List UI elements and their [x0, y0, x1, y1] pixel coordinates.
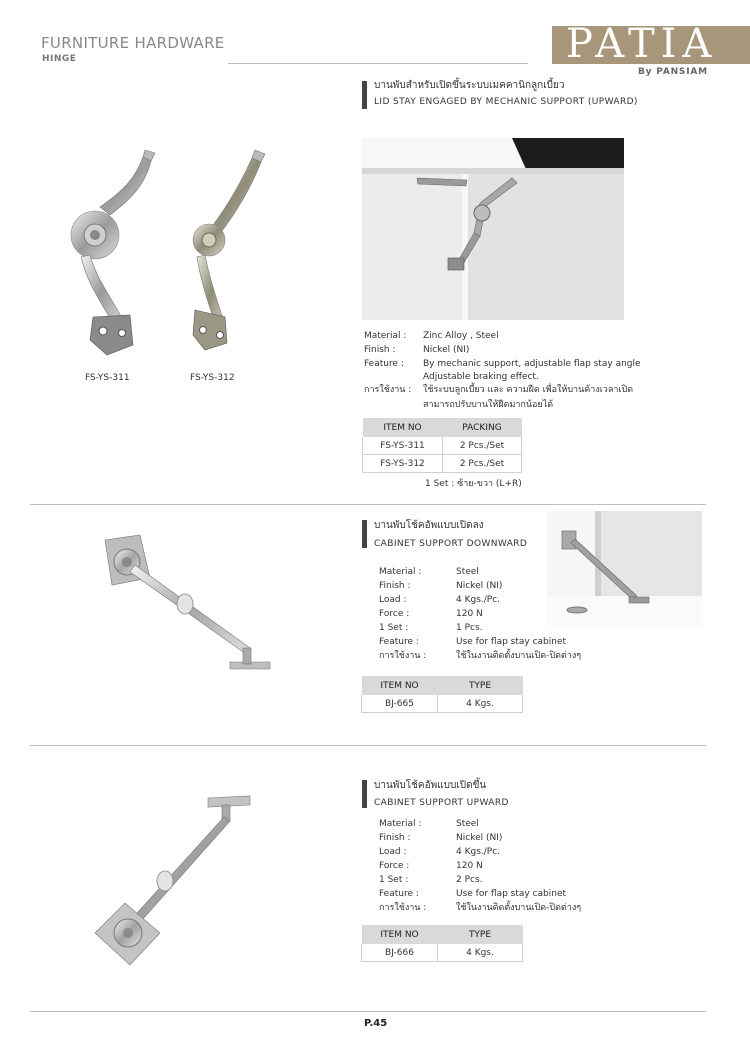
spec-label: 1 Set : — [379, 623, 409, 633]
table-cell: BJ-666 — [362, 944, 438, 962]
table-header: TYPE — [438, 676, 523, 695]
table-header: TYPE — [438, 925, 523, 944]
spec-value: Steel — [456, 567, 479, 577]
spec-label: Finish : — [379, 833, 411, 843]
spec-label: Load : — [379, 595, 407, 605]
spec-label: การใช้งาน : — [379, 651, 427, 661]
section-1-title-th: บานพับสำหรับเปิดขึ้นระบบเมคคานิกลูกเบี้ยว — [374, 80, 565, 91]
spec-value: 120 N — [456, 609, 483, 619]
spec-label: การใช้งาน : — [379, 903, 427, 913]
section-3-title-th: บานพับโช้คอัพแบบเปิดขึ้น — [374, 780, 487, 791]
spec-label: Feature : — [364, 359, 404, 369]
spec-value: 4 Kgs./Pc. — [456, 847, 501, 857]
spec-value: Nickel (NI) — [456, 833, 503, 843]
spec-value: ใช้ในงานติดตั้งบานเปิด-ปิดต่างๆ — [456, 903, 582, 913]
table-cell: BJ-665 — [362, 695, 438, 713]
footer-divider — [30, 1011, 706, 1012]
spec-value: 2 Pcs. — [456, 875, 483, 885]
fs-ys-312-product-image — [185, 145, 270, 360]
section-2-title-th: บานพับโช้คอัพแบบเปิดลง — [374, 520, 484, 531]
table-row — [362, 944, 523, 962]
spec-value: สามารถปรับบานให้ฝืดมากน้อยได้ — [423, 400, 554, 410]
bj-666-product-image — [90, 793, 260, 973]
table-header: ITEM NO — [362, 925, 438, 944]
spec-value: Adjustable braking effect. — [423, 372, 539, 382]
spec-value: Nickel (NI) — [456, 581, 503, 591]
spec-label: Material : — [364, 331, 407, 341]
spec-label: Material : — [379, 567, 422, 577]
table-cell: 4 Kgs. — [438, 695, 523, 713]
section-2-title-en: CABINET SUPPORT DOWNWARD — [374, 539, 528, 549]
spec-label: Feature : — [379, 889, 419, 899]
section-divider — [30, 745, 706, 746]
section-marker — [362, 81, 367, 109]
table-row — [362, 695, 523, 713]
section-1-title-en: LID STAY ENGAGED BY MECHANIC SUPPORT (UPWARD) — [374, 97, 638, 107]
spec-value: Use for flap stay cabinet — [456, 637, 567, 647]
catalog-subtitle: HINGE — [42, 54, 77, 64]
spec-label: Force : — [379, 609, 410, 619]
spec-value: Use for flap stay cabinet — [456, 889, 567, 899]
table-cell: 2 Pcs./Set — [443, 437, 522, 455]
brand-tagline: By PANSIAM — [638, 67, 708, 77]
fs-ys-311-product-image — [55, 145, 175, 360]
table-cell: FS-YS-312 — [363, 455, 443, 473]
table-cell: 2 Pcs./Set — [443, 455, 522, 473]
spec-label: 1 Set : — [379, 875, 409, 885]
table-header: PACKING — [443, 418, 522, 437]
spec-label: การใช้งาน : — [364, 385, 412, 395]
product-code-label: FS-YS-311 — [85, 373, 130, 383]
table-row — [363, 437, 522, 455]
brand-logo: PATIA — [566, 21, 718, 67]
installation-photo-downward — [547, 511, 702, 626]
spec-label: Force : — [379, 861, 410, 871]
header-divider — [228, 63, 528, 64]
spec-value: Steel — [456, 819, 479, 829]
spec-value: ใช้ระบบลูกเบี้ยว และ ความฝืด เพื่อให้บานค้างเวลาเปิด — [423, 385, 634, 395]
section-marker — [362, 520, 367, 548]
spec-value: 1 Pcs. — [456, 623, 483, 633]
table-cell: FS-YS-311 — [363, 437, 443, 455]
section-divider — [30, 504, 706, 505]
section-marker — [362, 780, 367, 808]
table-header-row — [363, 418, 522, 437]
spec-value: 120 N — [456, 861, 483, 871]
table-header-row — [362, 676, 523, 695]
table-header-row — [362, 925, 523, 944]
spec-label: Finish : — [379, 581, 411, 591]
spec-label: Feature : — [379, 637, 419, 647]
spec-value: ใช้ในงานติดตั้งบานเปิด-ปิดต่างๆ — [456, 651, 582, 661]
table-header: ITEM NO — [363, 418, 443, 437]
spec-value: Zinc Alloy , Steel — [423, 331, 499, 341]
section-2-item-table — [361, 676, 523, 713]
section-3-title-en: CABINET SUPPORT UPWARD — [374, 798, 509, 808]
bj-665-product-image — [100, 530, 280, 680]
spec-value: By mechanic support, adjustable flap stay angle — [423, 359, 641, 369]
section-3-item-table — [361, 925, 523, 962]
spec-label: Finish : — [364, 345, 396, 355]
section-1-item-table — [362, 418, 522, 473]
set-note: 1 Set : ซ้าย-ขวา (L+R) — [425, 479, 522, 489]
page-number: P.45 — [364, 1018, 388, 1029]
spec-label: Load : — [379, 847, 407, 857]
table-row — [363, 455, 522, 473]
spec-value: 4 Kgs./Pc. — [456, 595, 501, 605]
spec-value: Nickel (NI) — [423, 345, 470, 355]
catalog-title: FURNITURE HARDWARE — [41, 34, 225, 52]
table-cell: 4 Kgs. — [438, 944, 523, 962]
table-header: ITEM NO — [362, 676, 438, 695]
installation-photo-upward-lid-stay — [362, 138, 624, 320]
spec-label: Material : — [379, 819, 422, 829]
product-code-label: FS-YS-312 — [190, 373, 235, 383]
